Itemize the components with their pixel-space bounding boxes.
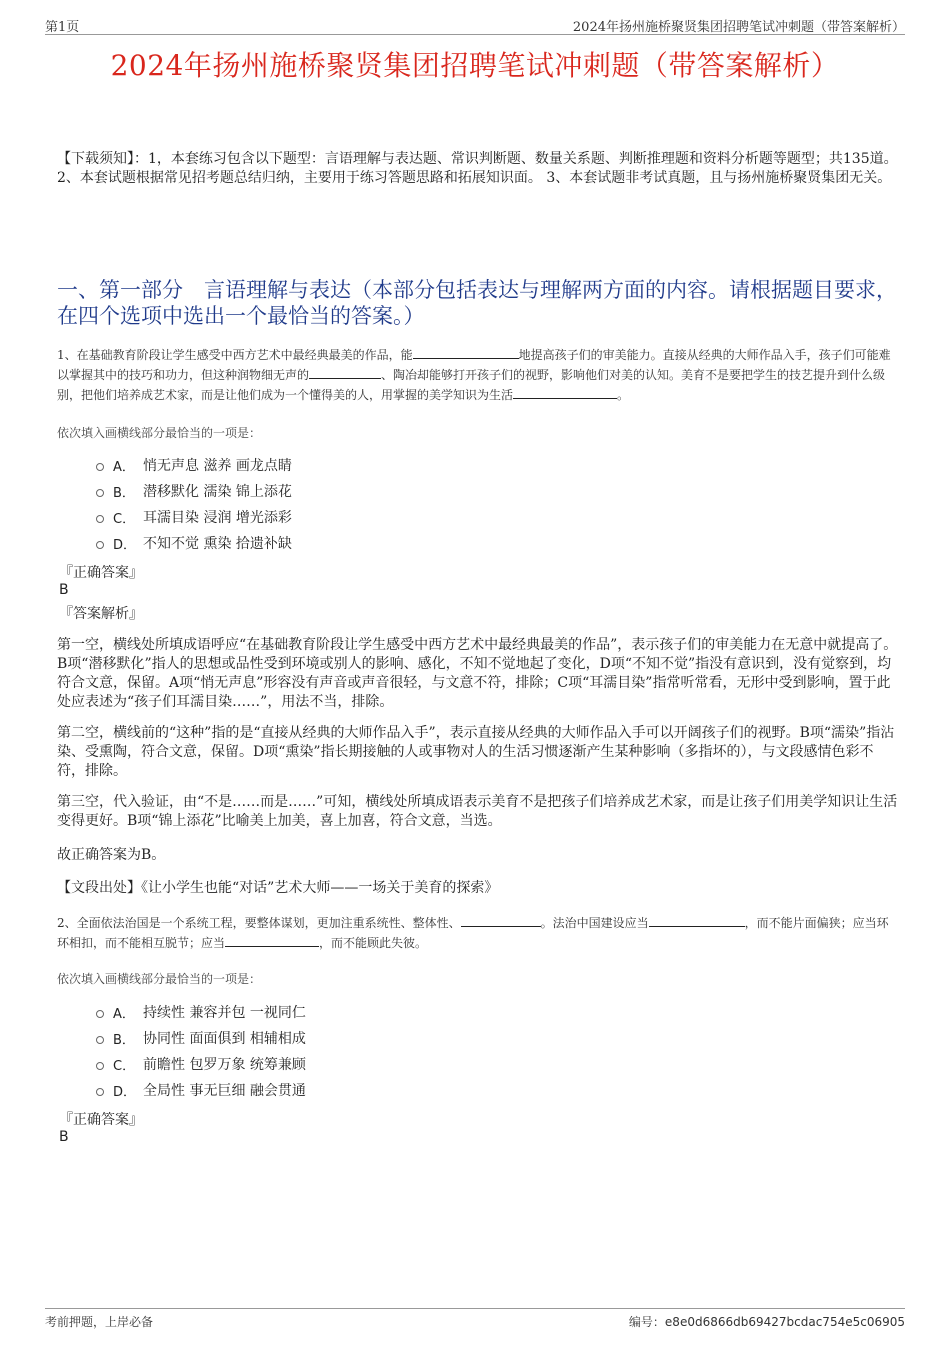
radio-icon[interactable] bbox=[96, 463, 104, 471]
option-d[interactable]: D． 不知不觉 熏染 拾遗补缺 bbox=[96, 530, 292, 556]
radio-icon[interactable] bbox=[96, 1036, 104, 1044]
blank-3 bbox=[513, 386, 617, 399]
analysis-conclusion: 故正确答案为B。 bbox=[57, 847, 166, 863]
download-notice: 【下载须知】：1，本套练习包含以下题型：言语理解与表达题、常识判断题、数量关系题、判断推理题和资料分析题等题型；共135道。 2、本套试题根据常见招考题总结归纳，主要用于练习答题思路和拓展知识面。 3、本套试题非考试真题，且与扬州施桥聚贤集团无关。 bbox=[57, 151, 898, 186]
question-1-options bbox=[96, 452, 292, 556]
radio-icon[interactable] bbox=[96, 489, 104, 497]
radio-icon[interactable] bbox=[96, 1062, 104, 1070]
question-1-text bbox=[57, 345, 899, 405]
question-2-part-a: 2、全面依法治国是一个系统工程，要整体谋划，更加注重系统性、整体性、 bbox=[57, 916, 461, 930]
question-1-prompt: 依次填入画横线部分最恰当的一项是： bbox=[57, 426, 262, 440]
option-d[interactable]: D． 全局性 事无巨细 融会贯通 bbox=[96, 1077, 306, 1103]
radio-icon[interactable] bbox=[96, 541, 104, 549]
question-2-part-b: 。法治中国建设应当 bbox=[540, 916, 649, 930]
analysis-paragraph-1: 第一空，横线处所填成语呼应“在基础教育阶段让学生感受中西方艺术中最经典最美的作品”，表示孩子们的审美能力在无意中就提高了。B项“潜移默化”指人的思想或品性受到环境或别人的影响、感化，不知不觉地起了变化，D项“不知不觉”指没有意识到，没有觉察到，均符合文意，保留。A项“悄无声息”形容没有声音或声音很轻，与文意不符，排除；C项“耳濡目染”指常听常看，无形中受到影响，置于此处应表述为“孩子们耳濡目染……”，用法不当，排除。 bbox=[57, 637, 898, 710]
blank-1 bbox=[461, 914, 541, 927]
question-1-part-d: 。 bbox=[617, 388, 630, 402]
blank-1 bbox=[413, 346, 519, 359]
source-citation: 【文段出处】《让小学生也能“对话”艺术大师——一场关于美育的探索》 bbox=[57, 880, 499, 896]
question-2-part-d: ，而不能顾此失彼。 bbox=[319, 936, 428, 950]
question-2-part-c: ，而不能片面偏狭；应当环环相扣，而不能相互脱节；应当 bbox=[57, 916, 889, 950]
question-1-part-a: 1、在基础教育阶段让学生感受中西方艺术中最经典最美的作品，能 bbox=[57, 348, 413, 362]
analysis-paragraph-2: 第二空，横线前的“这种”指的是“直接从经典的大师作品入手”，表示直接从经典的大师作品入手可以开阔孩子们的视野。B项“濡染”指沾染、受熏陶，符合文意，保留。D项“熏染”指长期接触的人或事物对人的生活习惯逐渐产生某种影响（多指坏的），与文段感情色彩不符，排除。 bbox=[57, 725, 895, 779]
option-b[interactable]: B． 潜移默化 濡染 锦上添花 bbox=[96, 478, 292, 504]
analysis-paragraph-3: 第三空，代入验证，由“不是……而是……”可知，横线处所填成语表示美育不是把孩子们培养成艺术家，而是让孩子们用美学知识让生活变得更好。B项“锦上添花”比喻美上加美，喜上加喜，符合文意，当选。 bbox=[57, 794, 898, 829]
question-2-options bbox=[96, 999, 306, 1103]
footer-divider bbox=[45, 1308, 905, 1309]
question-2-text bbox=[57, 913, 899, 953]
radio-icon[interactable] bbox=[96, 1088, 104, 1096]
question-2-prompt: 依次填入画横线部分最恰当的一项是： bbox=[57, 972, 262, 986]
answer-value: B bbox=[59, 1129, 69, 1145]
analysis-label: 『答案解析』 bbox=[59, 606, 143, 622]
header-doc-title: 2024年扬州施桥聚贤集团招聘笔试冲刺题（带答案解析） bbox=[572, 20, 905, 35]
option-b[interactable]: B． 协同性 面面俱到 相辅相成 bbox=[96, 1025, 306, 1051]
option-c[interactable]: C． 耳濡目染 浸润 增光添彩 bbox=[96, 504, 292, 530]
section-heading: 一、第一部分 言语理解与表达（本部分包括表达与理解两方面的内容。请根据题目要求，在四个选项中选出一个最恰当的答案。） bbox=[57, 278, 897, 328]
footer-slogan: 考前押题，上岸必备 bbox=[45, 1315, 154, 1329]
answer-label: 『正确答案』 bbox=[59, 565, 143, 581]
answer-value: B bbox=[59, 582, 69, 598]
option-a[interactable]: A． 悄无声息 滋养 画龙点睛 bbox=[96, 452, 292, 478]
footer-serial bbox=[629, 1313, 905, 1330]
answer-label: 『正确答案』 bbox=[59, 1112, 143, 1128]
question-1-part-c: 、陶冶却能够打开孩子们的视野，影响他们对美的认知。美育不是要把学生的技艺提升到什么级别，把他们培养成艺术家，而是让他们成为一个懂得美的人，用掌握的美学知识为生活 bbox=[57, 368, 886, 402]
blank-2 bbox=[649, 914, 745, 927]
document-title: 2024年扬州施桥聚贤集团招聘笔试冲刺题（带答案解析） bbox=[110, 49, 840, 82]
page-header bbox=[45, 14, 905, 35]
radio-icon[interactable] bbox=[96, 515, 104, 523]
question-1-part-b: 地提高孩子们的审美能力。直接从经典的大师作品入手，孩子们可能难以掌握其中的技巧和功力，但这种润物细无声的 bbox=[57, 348, 891, 382]
option-a[interactable]: A． 持续性 兼容并包 一视同仁 bbox=[96, 999, 306, 1025]
page-number: 第1页 bbox=[45, 20, 80, 35]
blank-3 bbox=[225, 934, 319, 947]
blank-2 bbox=[309, 366, 381, 379]
serial-label: 编号： bbox=[628, 1315, 665, 1329]
serial-code: e8e0d6866db69427bcdac754e5c06905 bbox=[664, 1315, 905, 1329]
option-c[interactable]: C． 前瞻性 包罗万象 统筹兼顾 bbox=[96, 1051, 306, 1077]
radio-icon[interactable] bbox=[96, 1010, 104, 1018]
